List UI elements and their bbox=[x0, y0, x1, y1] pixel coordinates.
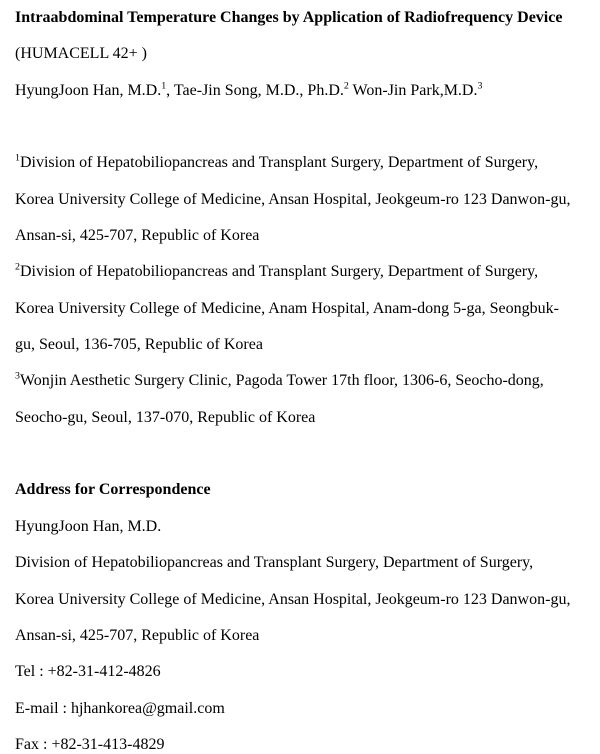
affiliation-3-line-2 bbox=[15, 400, 575, 436]
correspondence-name-line bbox=[15, 509, 575, 545]
affiliation-2-line-2 bbox=[15, 291, 575, 327]
superscript-marker: 1 bbox=[15, 153, 20, 165]
text-run: Address for Correspondence bbox=[15, 481, 211, 499]
text-run: Korea University College of Medicine, Ansan Hospital, Jeokgeum-ro 123 Danwon-gu, bbox=[15, 190, 571, 208]
paper-title-line-1 bbox=[15, 0, 575, 36]
text-run: Division of Hepatobiliopancreas and Transplant Surgery, Department of Surgery, bbox=[19, 263, 539, 281]
authors-line bbox=[15, 73, 575, 109]
text-run: Division of Hepatobiliopancreas and Transplant Surgery, Department of Surgery, bbox=[19, 154, 539, 172]
affiliation-1-line-2 bbox=[15, 182, 575, 218]
correspondence-division-line bbox=[15, 545, 575, 581]
text-run: Korea University College of Medicine, Anam Hospital, Anam-dong 5-ga, Seongbuk- bbox=[15, 299, 559, 317]
text-run: E-mail : hjhankorea@gmail.com bbox=[15, 699, 225, 717]
affiliation-2-line-3 bbox=[15, 327, 575, 363]
correspondence-heading bbox=[15, 472, 575, 508]
affiliation-3-line-1 bbox=[15, 363, 575, 399]
superscript-marker: 1 bbox=[161, 80, 167, 92]
spacer-line bbox=[15, 436, 575, 472]
affiliation-1-line-1 bbox=[15, 145, 575, 181]
text-run: Ansan-si, 425-707, Republic of Korea bbox=[15, 227, 260, 245]
text-run: Ansan-si, 425-707, Republic of Korea bbox=[15, 626, 260, 644]
paper-title-line-2 bbox=[15, 36, 575, 72]
text-run: , Tae-Jin Song, M.D., Ph.D. bbox=[166, 81, 344, 99]
text-run: Seocho-gu, Seoul, 137-070, Republic of Korea bbox=[15, 408, 316, 426]
superscript-marker: 2 bbox=[15, 262, 20, 274]
text-run: (HUMACELL 42+ ) bbox=[15, 45, 147, 63]
affiliation-1-line-3 bbox=[15, 218, 575, 254]
superscript-marker: 2 bbox=[343, 80, 349, 92]
superscript-marker: 3 bbox=[15, 371, 20, 383]
text-run: Division of Hepatobiliopancreas and Transplant Surgery, Department of Surgery, bbox=[15, 554, 534, 572]
text-run: Fax : +82-31-413-4829 bbox=[15, 735, 165, 753]
superscript-marker: 3 bbox=[477, 80, 483, 92]
email-line bbox=[15, 691, 575, 727]
text-run: Korea University College of Medicine, Ansan Hospital, Jeokgeum-ro 123 Danwon-gu, bbox=[15, 590, 571, 608]
correspondence-city-line bbox=[15, 618, 575, 654]
spacer-line bbox=[15, 109, 575, 145]
text-run: HyungJoon Han, M.D. bbox=[15, 81, 162, 99]
text-run: Tel : +82-31-412-4826 bbox=[15, 663, 161, 681]
text-run: HyungJoon Han, M.D. bbox=[15, 517, 162, 535]
text-run: Won-Jin Park,M.D. bbox=[348, 81, 478, 99]
tel-line bbox=[15, 654, 575, 690]
text-run: Intraabdominal Temperature Changes by Application of Radiofrequency Device bbox=[15, 9, 563, 26]
affiliation-2-line-1 bbox=[15, 254, 575, 290]
correspondence-university-line bbox=[15, 582, 575, 618]
fax-line bbox=[15, 727, 575, 754]
text-run: gu, Seoul, 136-705, Republic of Korea bbox=[15, 336, 263, 354]
text-run: Wonjin Aesthetic Surgery Clinic, Pagoda Tower 17th floor, 1306-6, Seocho-dong, bbox=[19, 372, 544, 390]
